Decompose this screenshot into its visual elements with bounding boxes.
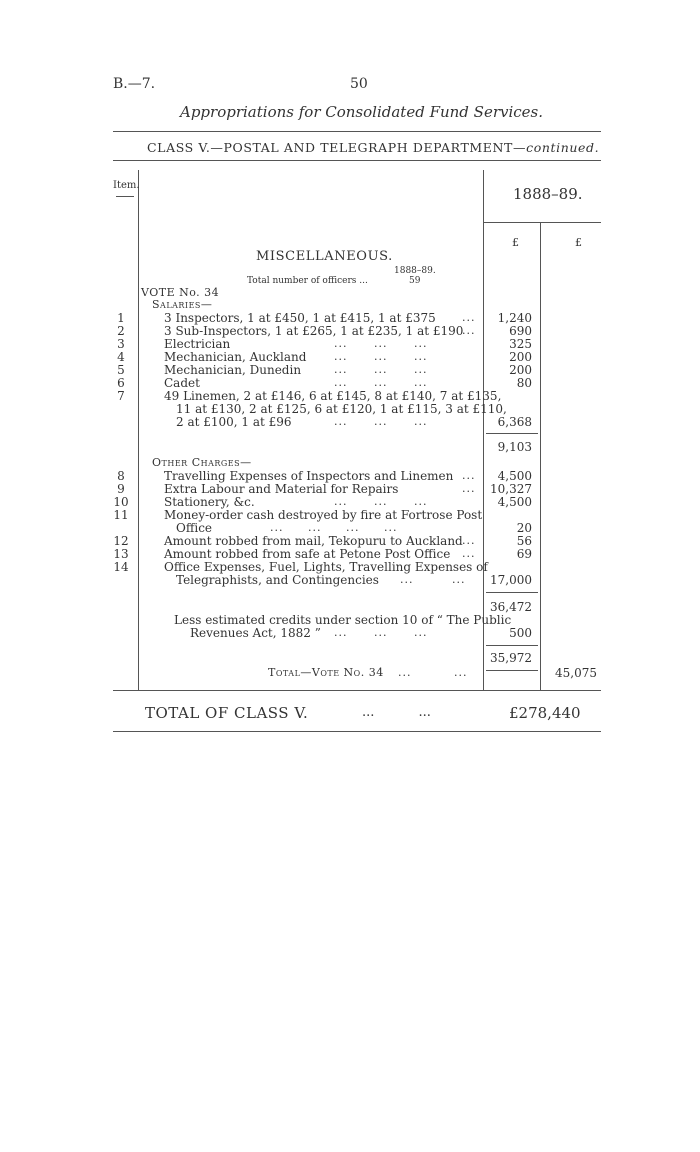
page-number: 50 — [350, 76, 368, 92]
salary-description: Mechanician, Dunedin — [164, 363, 302, 377]
charge-description: Amount robbed from mail, Tekopuru to Auckland — [164, 534, 463, 548]
class-total-amount: £278,440 — [509, 704, 581, 722]
leader-dots: ... — [462, 547, 476, 560]
item-number: 3 — [117, 337, 125, 351]
item-number: 7 — [117, 389, 125, 403]
item-number: 1 — [117, 311, 125, 325]
section-title: MISCELLANEOUS. — [256, 249, 393, 264]
leader-dots: ... ... ... — [334, 363, 428, 376]
officers-year: 1888–89. — [394, 266, 436, 276]
credits-amount: 500 — [509, 626, 532, 640]
item-column-header: Item. — [113, 180, 140, 191]
year-header: 1888–89. — [513, 185, 583, 203]
class-heading — [147, 140, 599, 155]
item-number: 12 — [113, 534, 129, 548]
leader-dots: ... — [462, 534, 476, 547]
linemen-description-cont: 2 at £100, 1 at £96 — [176, 415, 292, 429]
page-title: Appropriations for Consolidated Fund Services. — [180, 103, 544, 121]
vote-total-amount: 45,075 — [555, 666, 597, 680]
charge-description: Amount robbed from safe at Petone Post Office — [164, 547, 451, 561]
leader-dots: ... ... — [400, 573, 466, 586]
class-heading-main: CLASS V.—POSTAL AND TELEGRAPH DEPARTMENT— — [147, 140, 527, 155]
charge-amount: 10,327 — [490, 482, 532, 496]
class-heading-continued: continued. — [526, 140, 600, 155]
charge-description-cont: Office — [176, 521, 213, 535]
credits-description: Less estimated credits under section 10 of “ The Public — [174, 613, 512, 627]
salary-amount: 200 — [509, 350, 532, 364]
item-number: 9 — [117, 482, 125, 496]
charge-description: Office Expenses, Fuel, Lights, Travelling Expenses of — [164, 560, 488, 574]
leader-dots: ... ... ... — [334, 376, 428, 389]
net-amount: 35,972 — [490, 651, 532, 665]
subtotal-rule — [486, 592, 538, 593]
item-number: 8 — [117, 469, 125, 483]
item-number: 13 — [113, 547, 129, 561]
salary-amount: 200 — [509, 363, 532, 377]
leader-dots: ... — [462, 324, 476, 337]
year-column-divider — [540, 222, 541, 690]
charge-amount: 69 — [516, 547, 532, 561]
footer-rule — [113, 731, 601, 732]
other-charges-label: Other Charges— — [152, 456, 252, 469]
leader-dots: ... ... ... — [334, 415, 428, 428]
charge-description: Stationery, &c. — [164, 495, 255, 509]
vote-total-label: Total—Vote No. 34 — [268, 666, 384, 679]
salary-amount: 690 — [509, 324, 532, 338]
salary-description: Electrician — [164, 337, 231, 351]
leader-dots: ... ... — [398, 666, 468, 679]
charge-amount: 56 — [516, 534, 532, 548]
table-bottom-rule — [113, 690, 601, 691]
salary-description: Cadet — [164, 376, 200, 390]
charge-amount: 4,500 — [497, 495, 532, 509]
salary-description: 3 Inspectors, 1 at £450, 1 at £415, 1 at £375 — [164, 311, 436, 325]
item-number: 10 — [113, 495, 129, 509]
salary-description: Mechanician, Auckland — [164, 350, 307, 364]
vote-label: VOTE No. 34 — [141, 286, 220, 299]
item-header-underline — [116, 196, 134, 197]
currency-col1: £ — [512, 236, 519, 249]
leader-dots: ... — [462, 482, 476, 495]
leader-dots: ... ... — [362, 705, 431, 720]
item-number: 5 — [117, 363, 125, 377]
item-number: 14 — [113, 560, 129, 574]
header-rule-top — [113, 131, 601, 132]
class-total-label: TOTAL OF CLASS V. — [145, 704, 309, 722]
item-column-divider — [138, 170, 139, 690]
document-reference: B.—7. — [113, 76, 156, 92]
leader-dots: ... — [462, 311, 476, 324]
item-number: 11 — [113, 508, 129, 522]
subtotal-rule — [486, 645, 538, 646]
salary-amount: 325 — [509, 337, 532, 351]
officers-count: 59 — [409, 276, 421, 286]
linemen-description-cont: 11 at £130, 2 at £125, 6 at £120, 1 at £115, 3 at £110, — [176, 402, 507, 416]
gross-subtotal: 36,472 — [490, 600, 532, 614]
leader-dots: ... ... ... ... — [270, 521, 398, 534]
item-number: 2 — [117, 324, 125, 338]
salaries-label: Salaries— — [152, 298, 213, 311]
leader-dots: ... ... ... — [334, 495, 428, 508]
subtotal-rule — [486, 670, 538, 671]
currency-col2: £ — [575, 236, 582, 249]
charge-description: Money-order cash destroyed by fire at Fortrose Post — [164, 508, 483, 522]
salary-amount: 80 — [516, 376, 532, 390]
linemen-description: 49 Linemen, 2 at £146, 6 at £145, 8 at £140, 7 at £135, — [164, 389, 502, 403]
year-header-rule — [483, 222, 601, 223]
charge-description-cont: Telegraphists, and Contingencies — [176, 573, 379, 587]
leader-dots: ... ... ... — [334, 626, 428, 639]
header-rule-bottom — [113, 160, 601, 161]
item-number: 6 — [117, 376, 125, 390]
linemen-amount: 6,368 — [497, 415, 532, 429]
charge-amount: 4,500 — [497, 469, 532, 483]
charge-amount: 17,000 — [490, 573, 532, 587]
charge-description: Travelling Expenses of Inspectors and Linemen — [164, 469, 454, 483]
officers-label: Total number of officers ... — [247, 276, 368, 286]
salary-description: 3 Sub-Inspectors, 1 at £265, 1 at £235, 1 at £190 — [164, 324, 464, 338]
leader-dots: ... ... ... — [334, 337, 428, 350]
salaries-total: 9,103 — [497, 440, 532, 454]
credits-description-cont: Revenues Act, 1882 ” — [190, 626, 321, 640]
leader-dots: ... ... ... — [334, 350, 428, 363]
salary-amount: 1,240 — [497, 311, 532, 325]
charge-amount: 20 — [516, 521, 532, 535]
subtotal-rule — [486, 433, 538, 434]
item-number: 4 — [117, 350, 125, 364]
leader-dots: ... — [462, 469, 476, 482]
charge-description: Extra Labour and Material for Repairs — [164, 482, 399, 496]
